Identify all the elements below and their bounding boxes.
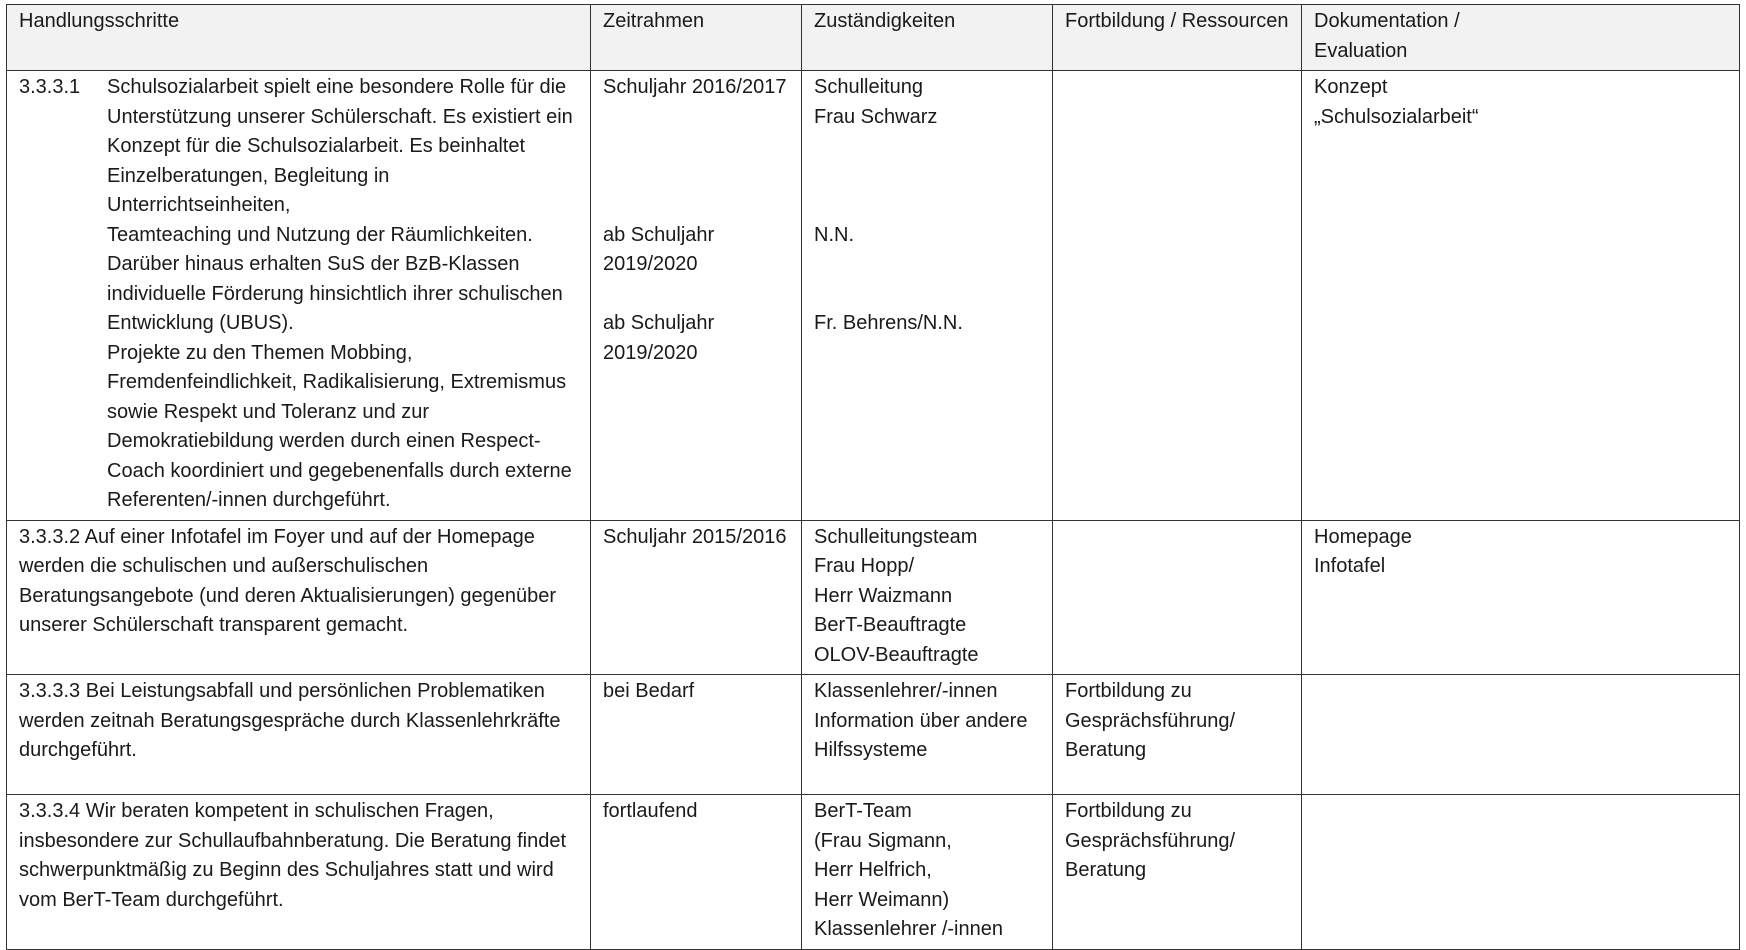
step-line: Projekte zu den Themen Mobbing, bbox=[107, 341, 413, 364]
step-line: schwerpunktmäßig zu Beginn des Schuljahres statt und wird bbox=[19, 859, 554, 881]
training-text: Beratung bbox=[1065, 739, 1147, 761]
table-row bbox=[7, 71, 1740, 521]
step-line: Einzelberatungen, Begleitung in Unterrichtseinheiten, bbox=[107, 164, 390, 216]
step-line: unserer Schülerschaft transparent gemacht. bbox=[19, 614, 409, 636]
step-line: werden die schulischen und außerschulischen bbox=[19, 555, 429, 577]
responsibilities-cell bbox=[802, 675, 1053, 795]
step-line: durchgeführt. bbox=[19, 739, 137, 761]
documentation-text: Homepage bbox=[1314, 525, 1412, 548]
table-row bbox=[7, 795, 1740, 950]
timeframe-text: ab Schuljahr bbox=[603, 312, 715, 334]
responsibility-text: Hilfssysteme bbox=[814, 739, 928, 761]
step-cell bbox=[7, 675, 591, 795]
responsibility-text: Fr. Behrens/N.N. bbox=[814, 312, 963, 334]
step-number: 3.3.3.3 bbox=[19, 680, 81, 702]
training-cell bbox=[1053, 520, 1302, 675]
step-line: Teamteaching und Nutzung der Räumlichkeiten. bbox=[107, 223, 533, 246]
timeframe-cell bbox=[591, 71, 802, 521]
responsibility-text: Schulleitung bbox=[814, 76, 923, 98]
table-row bbox=[7, 520, 1740, 675]
header-timeframe: Zeitrahmen bbox=[591, 5, 802, 71]
responsibilities-cell bbox=[802, 520, 1053, 675]
header-documentation-line-2: Evaluation bbox=[1314, 39, 1408, 62]
step-line: individuelle Förderung hinsichtlich ihrer schulischen bbox=[107, 282, 563, 305]
responsibility-text: (Frau Sigmann, bbox=[814, 829, 952, 852]
step-line: Beratungsangebote (und deren Aktualisierungen) gegenüber bbox=[19, 584, 557, 607]
responsibility-text: Klassenlehrer/-innen bbox=[814, 680, 998, 702]
timeframe-text: 2019/2020 bbox=[603, 341, 698, 364]
responsibility-text: Klassenlehrer /-innen bbox=[814, 918, 1003, 940]
timeframe-text: 2019/2020 bbox=[603, 253, 698, 275]
measures-table bbox=[6, 4, 1740, 950]
step-text bbox=[107, 73, 578, 516]
table-header-row bbox=[7, 5, 1740, 71]
training-text: Fortbildung zu bbox=[1065, 680, 1192, 702]
step-number: 3.3.3.2 bbox=[19, 525, 81, 548]
header-documentation-line-1: Dokumentation / bbox=[1314, 10, 1460, 32]
step-line: sowie Respekt und Toleranz und zur bbox=[107, 400, 430, 423]
documentation-text: Infotafel bbox=[1314, 555, 1386, 577]
step-line: 3.3.3.4 Wir beraten kompetent in schulischen Fragen, bbox=[19, 800, 494, 822]
step-line: Demokratiebildung werden durch einen Respect- bbox=[107, 430, 541, 452]
documentation-cell bbox=[1302, 675, 1740, 795]
responsibility-text: OLOV-Beauftragte bbox=[814, 643, 979, 666]
training-text: Gesprächsführung/ bbox=[1065, 829, 1236, 852]
step-line: Referenten/-innen durchgeführt. bbox=[107, 489, 391, 511]
header-documentation bbox=[1302, 5, 1740, 71]
step-line: 3.3.3.2 Auf einer Infotafel im Foyer und auf der Homepage bbox=[19, 525, 535, 548]
responsibilities-cell bbox=[802, 71, 1053, 521]
step-number: 3.3.3.4 bbox=[19, 800, 81, 822]
documentation-cell bbox=[1302, 795, 1740, 950]
timeframe-text: ab Schuljahr bbox=[603, 223, 715, 246]
step-line: 3.3.3.3 Bei Leistungsabfall und persönlichen Problematiken bbox=[19, 680, 545, 702]
step-cell bbox=[7, 520, 591, 675]
header-responsibilities: Zuständigkeiten bbox=[802, 5, 1053, 71]
table-row bbox=[7, 675, 1740, 795]
responsibility-text: Frau Schwarz bbox=[814, 105, 938, 128]
training-cell bbox=[1053, 795, 1302, 950]
step-line: Schulsozialarbeit spielt eine besondere Rolle für die bbox=[107, 76, 567, 98]
responsibility-text: Frau Hopp/ bbox=[814, 555, 915, 577]
training-cell bbox=[1053, 675, 1302, 795]
timeframe-cell: Schuljahr 2015/2016 bbox=[591, 520, 802, 675]
step-numbered-block bbox=[19, 73, 578, 516]
step-line: Darüber hinaus erhalten SuS der BzB-Klassen bbox=[107, 253, 520, 275]
responsibility-text: Information über andere bbox=[814, 709, 1028, 732]
step-cell bbox=[7, 71, 591, 521]
step-cell bbox=[7, 795, 591, 950]
timeframe-cell: bei Bedarf bbox=[591, 675, 802, 795]
header-steps: Handlungsschritte bbox=[7, 5, 591, 71]
header-training: Fortbildung / Ressourcen bbox=[1053, 5, 1302, 71]
responsibility-text: Herr Weimann) bbox=[814, 888, 950, 911]
documentation-text: „Schulsozialarbeit“ bbox=[1314, 105, 1479, 128]
step-line: Unterstützung unserer Schülerschaft. Es existiert ein bbox=[107, 105, 573, 128]
training-text: Beratung bbox=[1065, 859, 1147, 881]
responsibility-text: Herr Waizmann bbox=[814, 584, 953, 607]
step-line: Konzept für die Schulsozialarbeit. Es beinhaltet bbox=[107, 135, 526, 157]
responsibilities-cell bbox=[802, 795, 1053, 950]
step-line: Coach koordiniert und gegebenenfalls durch externe bbox=[107, 459, 572, 482]
documentation-cell bbox=[1302, 520, 1740, 675]
step-line: insbesondere zur Schullaufbahnberatung. Die Beratung findet bbox=[19, 829, 567, 852]
timeframe-text: Schuljahr 2016/2017 bbox=[603, 76, 787, 98]
responsibility-text: N.N. bbox=[814, 223, 854, 246]
timeframe-cell: fortlaufend bbox=[591, 795, 802, 950]
training-text: Fortbildung zu bbox=[1065, 800, 1192, 822]
step-line: vom BerT-Team durchgeführt. bbox=[19, 888, 284, 911]
responsibility-text: Herr Helfrich, bbox=[814, 859, 932, 881]
training-cell bbox=[1053, 71, 1302, 521]
documentation-text: Konzept bbox=[1314, 76, 1388, 98]
step-line: Entwicklung (UBUS). bbox=[107, 312, 294, 334]
responsibility-text: BerT-Team bbox=[814, 800, 912, 822]
training-text: Gesprächsführung/ bbox=[1065, 709, 1236, 732]
responsibility-text: BerT-Beauftragte bbox=[814, 614, 967, 636]
step-line: werden zeitnah Beratungsgespräche durch Klassenlehrkräfte bbox=[19, 709, 561, 732]
documentation-cell bbox=[1302, 71, 1740, 521]
step-line: Fremdenfeindlichkeit, Radikalisierung, Extremismus bbox=[107, 371, 567, 393]
step-number: 3.3.3.1 bbox=[19, 76, 81, 98]
responsibility-text: Schulleitungsteam bbox=[814, 525, 978, 548]
